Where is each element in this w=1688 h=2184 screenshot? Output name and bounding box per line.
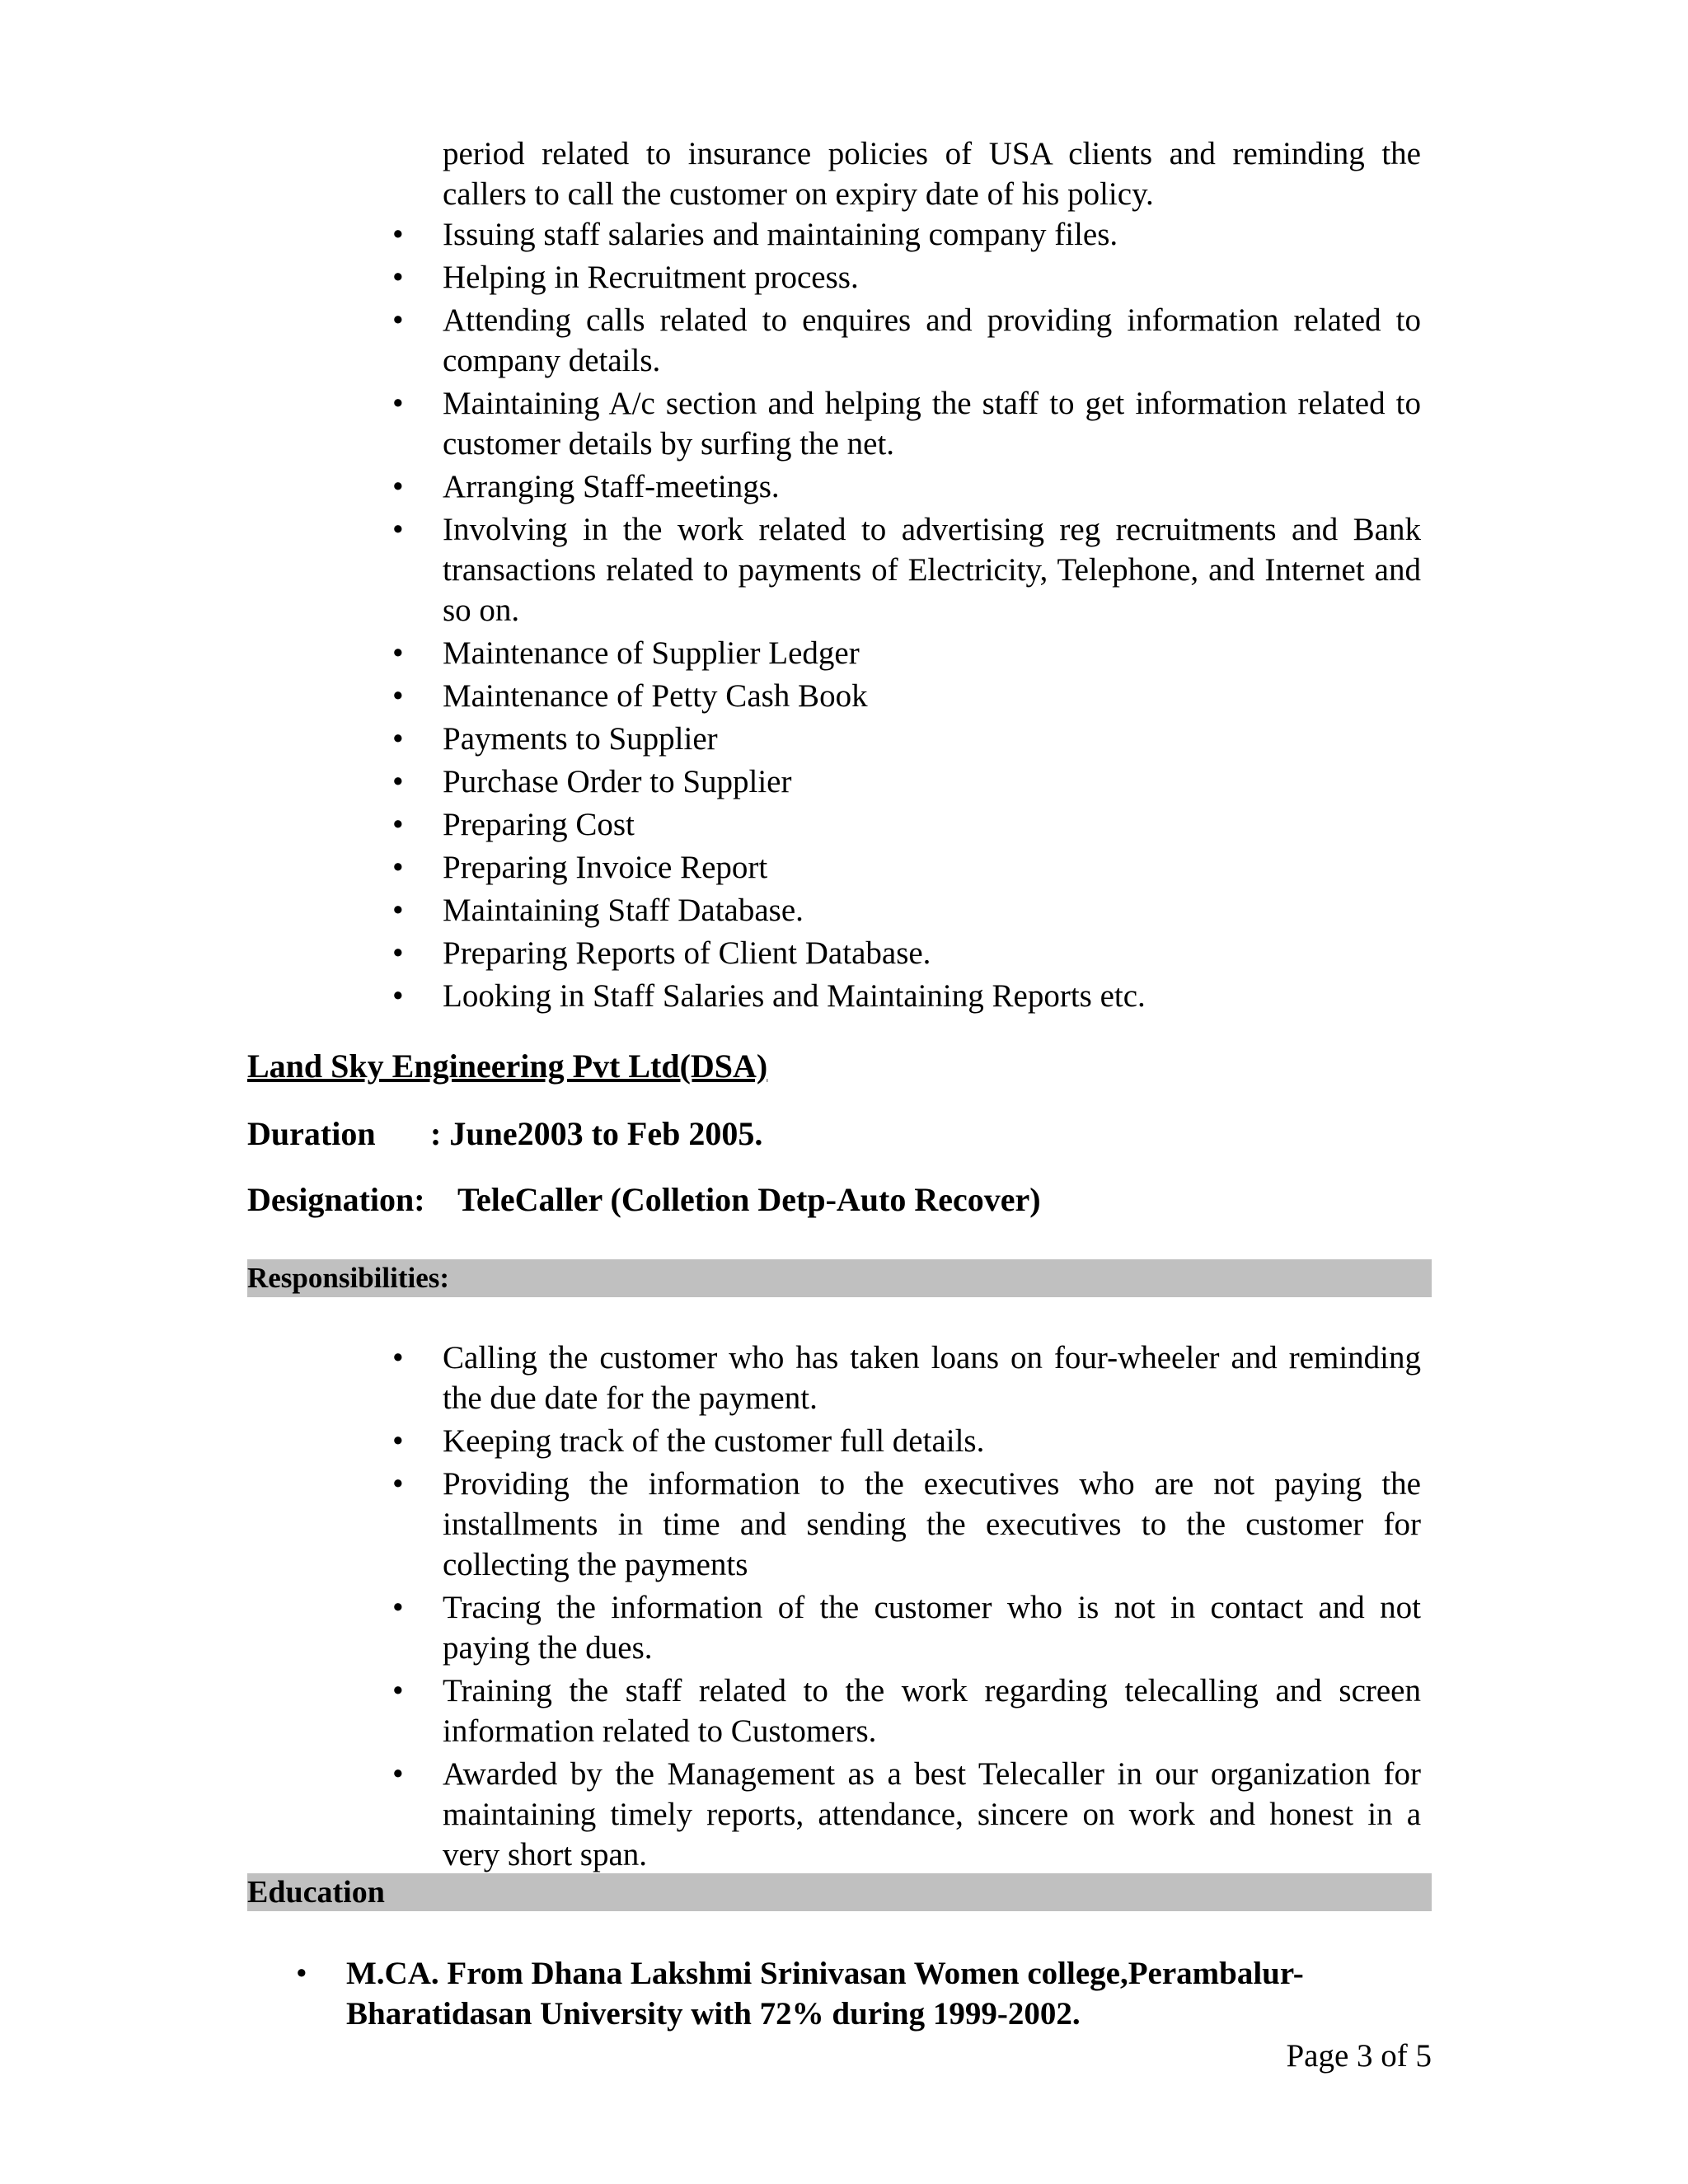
bullet-icon: • <box>392 512 404 547</box>
duties-list <box>392 214 1421 1019</box>
bullet-icon: • <box>392 807 404 842</box>
bullet-icon: • <box>392 1590 404 1625</box>
bullet-icon: • <box>392 469 404 504</box>
bullet-icon: • <box>392 302 404 338</box>
page-number: Page 3 of 5 <box>1286 2038 1432 2074</box>
bullet-icon: • <box>392 386 404 421</box>
bullet-icon: • <box>392 260 404 295</box>
list-item: • Issuing staff salaries and maintaining company files. <box>443 214 1421 255</box>
list-item: • Looking in Staff Salaries and Maintaining Reports etc. <box>443 976 1421 1016</box>
list-item: • Tracing the information of the customer who is not in contact and not paying the dues. <box>443 1587 1421 1668</box>
list-item: • Arranging Staff-meetings. <box>443 466 1421 507</box>
responsibilities-list <box>392 1338 1421 1877</box>
list-item: • Preparing Invoice Report <box>443 847 1421 888</box>
continuation-paragraph: period related to insurance policies of USA clients and reminding the callers to call the customer on expiry date of his policy. <box>443 136 1421 212</box>
bullet-icon: • <box>392 893 404 928</box>
bullet-icon: • <box>392 1673 404 1708</box>
company-heading: Land Sky Engineering Pvt Ltd(DSA) <box>247 1047 768 1085</box>
list-item: • Keeping track of the customer full details. <box>443 1421 1421 1461</box>
designation-label: Designation: <box>247 1181 425 1218</box>
responsibilities-section-header <box>247 1259 1432 1297</box>
list-item: • Awarded by the Management as a best Telecaller in our organization for maintaining timely reports, attendance, sincere on work and honest in a very short span. <box>443 1754 1421 1875</box>
list-item: • Calling the customer who has taken loans on four-wheeler and reminding the due date for the payment. <box>443 1338 1421 1418</box>
bullet-icon: • <box>392 635 404 671</box>
bullet-icon: • <box>392 721 404 757</box>
list-item: • M.CA. From Dhana Lakshmi Srinivasan Women college,Perambalur-Bharatidasan University with 72% during 1999-2002. <box>346 1953 1418 2034</box>
bullet-icon: • <box>392 764 404 799</box>
list-item: • Purchase Order to Supplier <box>443 762 1421 802</box>
list-item: • Maintenance of Supplier Ledger <box>443 633 1421 673</box>
bullet-icon: • <box>392 1756 404 1792</box>
bullet-icon: • <box>392 850 404 885</box>
list-item: • Providing the information to the executives who are not paying the installments in time and sending the executives to the customer for collecting the payments <box>443 1464 1421 1585</box>
bullet-icon: • <box>392 935 404 971</box>
list-item: • Attending calls related to enquires and providing information related to company details. <box>443 300 1421 381</box>
list-item: • Training the staff related to the work regarding telecalling and screen information related to Customers. <box>443 1671 1421 1751</box>
list-item: • Preparing Reports of Client Database. <box>443 933 1421 973</box>
education-section-header <box>247 1873 1432 1911</box>
list-item: • Maintaining Staff Database. <box>443 890 1421 930</box>
list-item: • Preparing Cost <box>443 804 1421 845</box>
duration-label: Duration <box>247 1115 376 1152</box>
list-item: • Maintenance of Petty Cash Book <box>443 676 1421 716</box>
duration-line <box>247 1113 762 1155</box>
bullet-icon: • <box>392 978 404 1014</box>
section-title: Education <box>247 1875 385 1910</box>
education-list <box>296 1953 1418 2036</box>
bullet-icon: • <box>392 1466 404 1502</box>
list-item: • Helping in Recruitment process. <box>443 257 1421 298</box>
bullet-icon: • <box>392 1340 404 1376</box>
list-item: • Maintaining A/c section and helping the staff to get information related to customer details by surfing the net. <box>443 383 1421 464</box>
bullet-icon: • <box>392 217 404 252</box>
bullet-icon: • <box>392 678 404 714</box>
duration-value: : June2003 to Feb 2005. <box>430 1115 763 1152</box>
section-title: Responsibilities: <box>247 1262 450 1294</box>
list-item: • Involving in the work related to advertising reg recruitments and Bank transactions related to payments of Electricity, Telephone, and Internet and so on. <box>443 509 1421 630</box>
bullet-icon: • <box>296 1956 307 1991</box>
list-item: • Payments to Supplier <box>443 719 1421 759</box>
designation-value: TeleCaller (Colletion Detp-Auto Recover) <box>457 1181 1041 1218</box>
bullet-icon: • <box>392 1423 404 1459</box>
designation-line <box>247 1179 1041 1221</box>
